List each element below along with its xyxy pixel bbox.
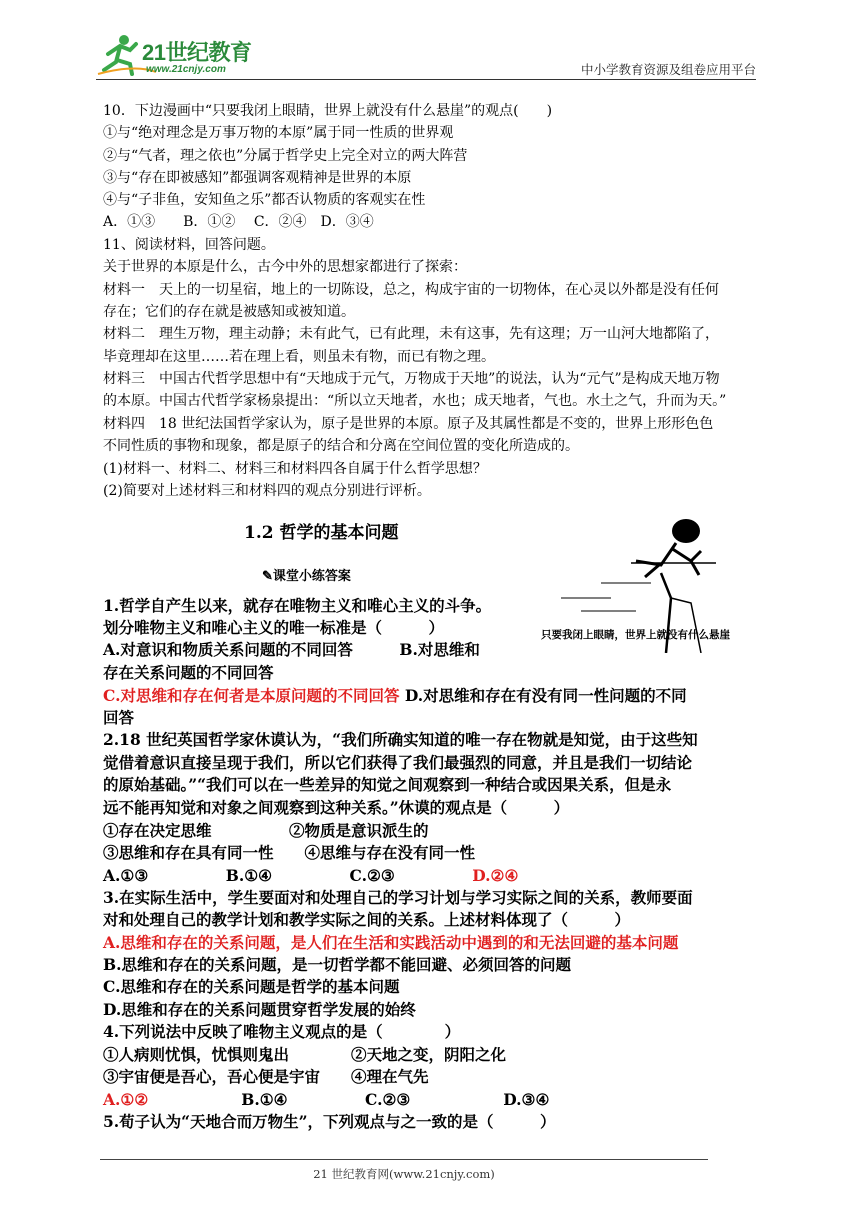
answer-highlight: A.思维和存在的关系问题，是人们在生活和实践活动中遇到的和无法回避的基本问题 (103, 933, 679, 952)
answer-highlight: A.①② (103, 1090, 149, 1109)
header-divider (96, 79, 756, 80)
question-2-items: ③思维和存在具有同一性 ④思维与存在没有同一性 (103, 843, 476, 862)
question-3-stem: 对和处理自己的教学计划和教学实际之间的关系。上述材料体现了（ ） (103, 910, 631, 929)
options: A.①③ B.①④ C.②③ (103, 866, 473, 885)
text-line: 10．下边漫画中“只要我闭上眼睛，世界上就没有什么悬崖”的观点( ) (103, 103, 553, 119)
platform-name: 中小学教育资源及组卷应用平台 (580, 62, 756, 77)
section-subtitle: ✎课堂小练答案 (262, 569, 351, 584)
text-line: (2)简要对上述材料三和材料四的观点分别进行评析。 (103, 483, 431, 499)
text-line: 存在；它们的存在就是被感知或被知道。 (103, 304, 355, 320)
question-1-option-b: 存在关系问题的不同回答 (103, 663, 274, 682)
option-d: D.对思维和存在有没有同一性问题的不同 (399, 686, 687, 705)
answer-highlight: D.②④ (472, 866, 519, 885)
answer-highlight: C.对思维和存在何者是本原问题的不同回答 (103, 686, 400, 705)
question-4-options (103, 1089, 549, 1111)
question-4-items: ①人病则忧惧，忧惧则鬼出 ②天地之变，阴阳之化 (103, 1045, 507, 1064)
text-line: 材料四 18 世纪法国哲学家认为，原子是世界的本原。原子及其属性都是不变的，世界上形形色色 (103, 416, 714, 432)
question-3-option-c: C.思维和存在的关系问题是哲学的基本问题 (103, 977, 400, 996)
question-3-option-d: D.思维和存在的关系问题贯穿哲学发展的始终 (103, 1000, 416, 1019)
options: B.①④ C.②③ D.③④ (148, 1090, 550, 1109)
question-5-stem: 5.荀子认为“天地合而万物生”，下列观点与之一致的是（ ） (103, 1112, 556, 1131)
text-line: 材料一 天上的一切星宿，地上的一切陈设，总之，构成宇宙的一切物体，在心灵以外都是没有任何 (103, 282, 719, 298)
text-line: 的本原。中国古代哲学家杨泉提出：“所以立天地者，水也；成天地者，气也。水土之气，升而为天。” (103, 393, 727, 409)
question-1-option-a: A.对意识和物质关系问题的不同回答 B.对思维和 (103, 640, 480, 659)
text-line: ①与“绝对理念是万事万物的本原”属于同一性质的世界观 (103, 125, 454, 141)
logo-text: 21世纪教育 (142, 40, 252, 65)
text-line: 毕竟理却在这里……若在理上看，则虽未有物，而已有物之理。 (103, 349, 495, 365)
text-line: A．①③ B．①② C．②④ D．③④ (103, 214, 374, 230)
question-1-stem: 1.哲学自产生以来，就存在唯物主义和唯心主义的斗争。 (103, 596, 492, 615)
section-title: 1.2 哲学的基本问题 (244, 523, 399, 543)
question-2-stem: 的原始基础。”“我们可以在一些差异的知觉之间观察到一种结合或因果关系，但是永 (103, 775, 672, 794)
question-2-options (103, 865, 518, 887)
question-1-options-cd (103, 685, 687, 707)
question-2-stem: 2.18 世纪英国哲学家休谟认为，“我们所确实知道的唯一存在物就是知觉，由于这些知 (103, 730, 698, 749)
text-line: 材料三 中国古代哲学思想中有“天地成于元气，万物成于天地”的说法，认为“元气”是构成天地万物 (103, 371, 720, 387)
text-line: (1)材料一、材料二、材料三和材料四各自属于什么哲学思想？ (103, 461, 487, 477)
footer-divider (100, 1159, 708, 1160)
question-4-stem: 4.下列说法中反映了唯物主义观点的是（ ） (103, 1022, 461, 1041)
logo-url: www.21cnjy.com (146, 64, 226, 75)
question-4-items: ③宇宙便是吾心，吾心便是宇宙 ④理在气先 (103, 1067, 429, 1086)
question-3-option-b: B.思维和存在的关系问题，是一切哲学都不能回避、必须回答的问题 (103, 955, 571, 974)
text-line: 材料二 理生万物，理主动静；未有此气，已有此理，未有这事，先有这理；万一山河大地都陷了， (103, 326, 719, 342)
text-line: 关于世界的本原是什么，古今中外的思想家都进行了探索： (103, 259, 467, 275)
question-2-items: ①存在决定思维 ②物质是意识派生的 (103, 821, 429, 840)
question-1-option-d-cont: 回答 (103, 708, 135, 727)
cartoon-caption: 只要我闭上眼睛，世界上就没有什么悬崖 (541, 629, 730, 641)
text-line: 不同性质的事物和现象，都是原子的结合和分离在空间位置的变化所造成的。 (103, 438, 579, 454)
footer-text: 21 世纪教育网(www.21cnjy.com) (313, 1167, 495, 1181)
text-line: 11、阅读材料，回答问题。 (103, 237, 275, 253)
question-1-stem: 划分唯物主义和唯心主义的唯一标准是（ ） (103, 618, 445, 637)
question-3-stem: 3.在实际生活中，学生要面对和处理自己的学习计划与学习实际之间的关系，教师要面 (103, 888, 693, 907)
text-line: ②与“气者，理之依也”分属于哲学史上完全对立的两大阵营 (103, 148, 468, 164)
text-line: ④与“子非鱼，安知鱼之乐”都否认物质的客观实在性 (103, 192, 426, 208)
question-2-stem: 觉借着意识直接呈现于我们，所以它们获得了我们最强烈的同意，并且是我们一切结论 (103, 753, 693, 772)
text-line: ③与“存在即被感知”都强调客观精神是世界的本原 (103, 170, 412, 186)
question-2-stem: 远不能再知觉和对象之间观察到这种关系。”休谟的观点是（ ） (103, 798, 570, 817)
